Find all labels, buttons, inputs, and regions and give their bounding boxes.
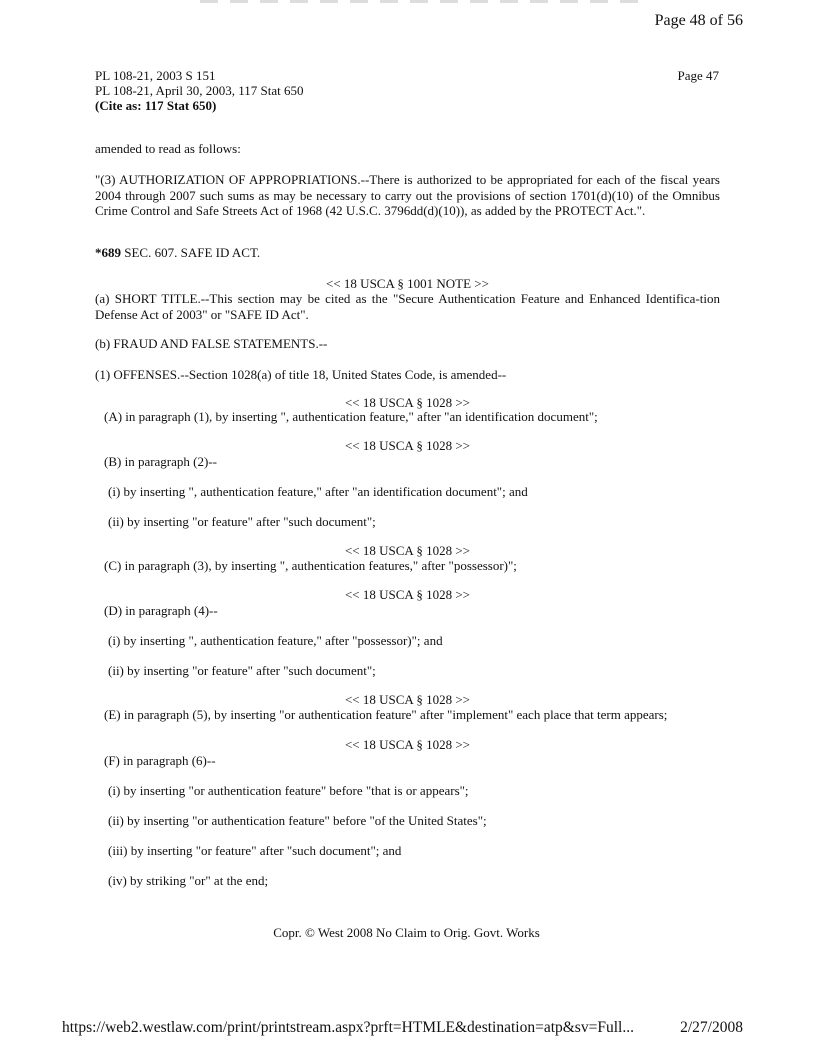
- citation-line-2: PL 108-21, April 30, 2003, 117 Stat 650: [95, 83, 304, 98]
- item-f-iv: (iv) by striking "or" at the end;: [108, 873, 269, 888]
- copyright-footer: Copr. © West 2008 No Claim to Orig. Govt. Works: [273, 925, 540, 940]
- item-d: (D) in paragraph (4)--: [104, 603, 218, 618]
- cite-as-text: (Cite as: 117 Stat 650): [95, 98, 217, 113]
- short-title-paragraph: (a) SHORT TITLE.--This section may be cited as the "Secure Authentication Feature and Enhanced Identifica-tion Defense Act of 2003" or "SAFE ID Act".: [95, 291, 720, 322]
- usca-ref-e: << 18 USCA § 1028 >>: [344, 692, 471, 707]
- item-f-iii: (iii) by inserting "or feature" after "such document"; and: [108, 843, 402, 858]
- item-d-i: (i) by inserting ", authentication feature," after "possessor)"; and: [108, 633, 443, 648]
- print-url: https://web2.westlaw.com/print/printstream.aspx?prft=HTMLE&destination=atp&sv=Full...: [62, 1019, 634, 1036]
- section-heading: [95, 245, 720, 261]
- print-artifact-bar: [200, 0, 640, 3]
- item-d-ii: (ii) by inserting "or feature" after "such document";: [108, 663, 376, 678]
- item-f-ii: (ii) by inserting "or authentication feature" before "of the United States";: [108, 813, 487, 828]
- intro-text: amended to read as follows:: [95, 141, 241, 156]
- item-b-i: (i) by inserting ", authentication feature," after "an identification document"; and: [108, 484, 528, 499]
- usca-ref-d: << 18 USCA § 1028 >>: [344, 587, 471, 602]
- item-f-i: (i) by inserting "or authentication feature" before "that is or appears";: [108, 783, 469, 798]
- browser-page-counter: Page 48 of 56: [654, 12, 743, 29]
- item-b: (B) in paragraph (2)--: [104, 454, 217, 469]
- item-a: (A) in paragraph (1), by inserting ", authentication feature," after "an identification document";: [104, 409, 598, 424]
- print-date: 2/27/2008: [680, 1019, 743, 1036]
- usca-ref-a: << 18 USCA § 1028 >>: [344, 395, 471, 410]
- item-f: (F) in paragraph (6)--: [104, 753, 216, 768]
- cite-as: [95, 98, 216, 113]
- section-title: SEC. 607. SAFE ID ACT.: [121, 245, 261, 260]
- document-page-label: Page 47: [677, 68, 719, 83]
- usca-ref-b: << 18 USCA § 1028 >>: [344, 438, 471, 453]
- star-page: *689: [95, 245, 121, 260]
- item-e: (E) in paragraph (5), by inserting "or authentication feature" after "implement" each place that term appears;: [104, 707, 668, 722]
- offenses-paragraph: (1) OFFENSES.--Section 1028(a) of title 18, United States Code, is amended--: [95, 367, 507, 382]
- item-c: (C) in paragraph (3), by inserting ", authentication features," after "possessor)";: [104, 558, 517, 573]
- usca-note-ref: << 18 USCA § 1001 NOTE >>: [326, 276, 489, 291]
- usca-ref-f: << 18 USCA § 1028 >>: [344, 737, 471, 752]
- fraud-heading: (b) FRAUD AND FALSE STATEMENTS.--: [95, 336, 328, 351]
- paragraph-3: "(3) AUTHORIZATION OF APPROPRIATIONS.--There is authorized to be appropriated for each of the fiscal years 2004 through 2007 such sums as may be necessary to carry out the provisions of section 1701(d)(10) of the Omnibus Crime Control and Safe Streets Act of 1968 (42 U.S.C. 3796dd(d)(10)), as added by the PROTECT Act.".: [95, 172, 720, 218]
- citation-line-1: PL 108-21, 2003 S 151: [95, 68, 216, 83]
- item-b-ii: (ii) by inserting "or feature" after "such document";: [108, 514, 376, 529]
- usca-ref-c: << 18 USCA § 1028 >>: [344, 543, 471, 558]
